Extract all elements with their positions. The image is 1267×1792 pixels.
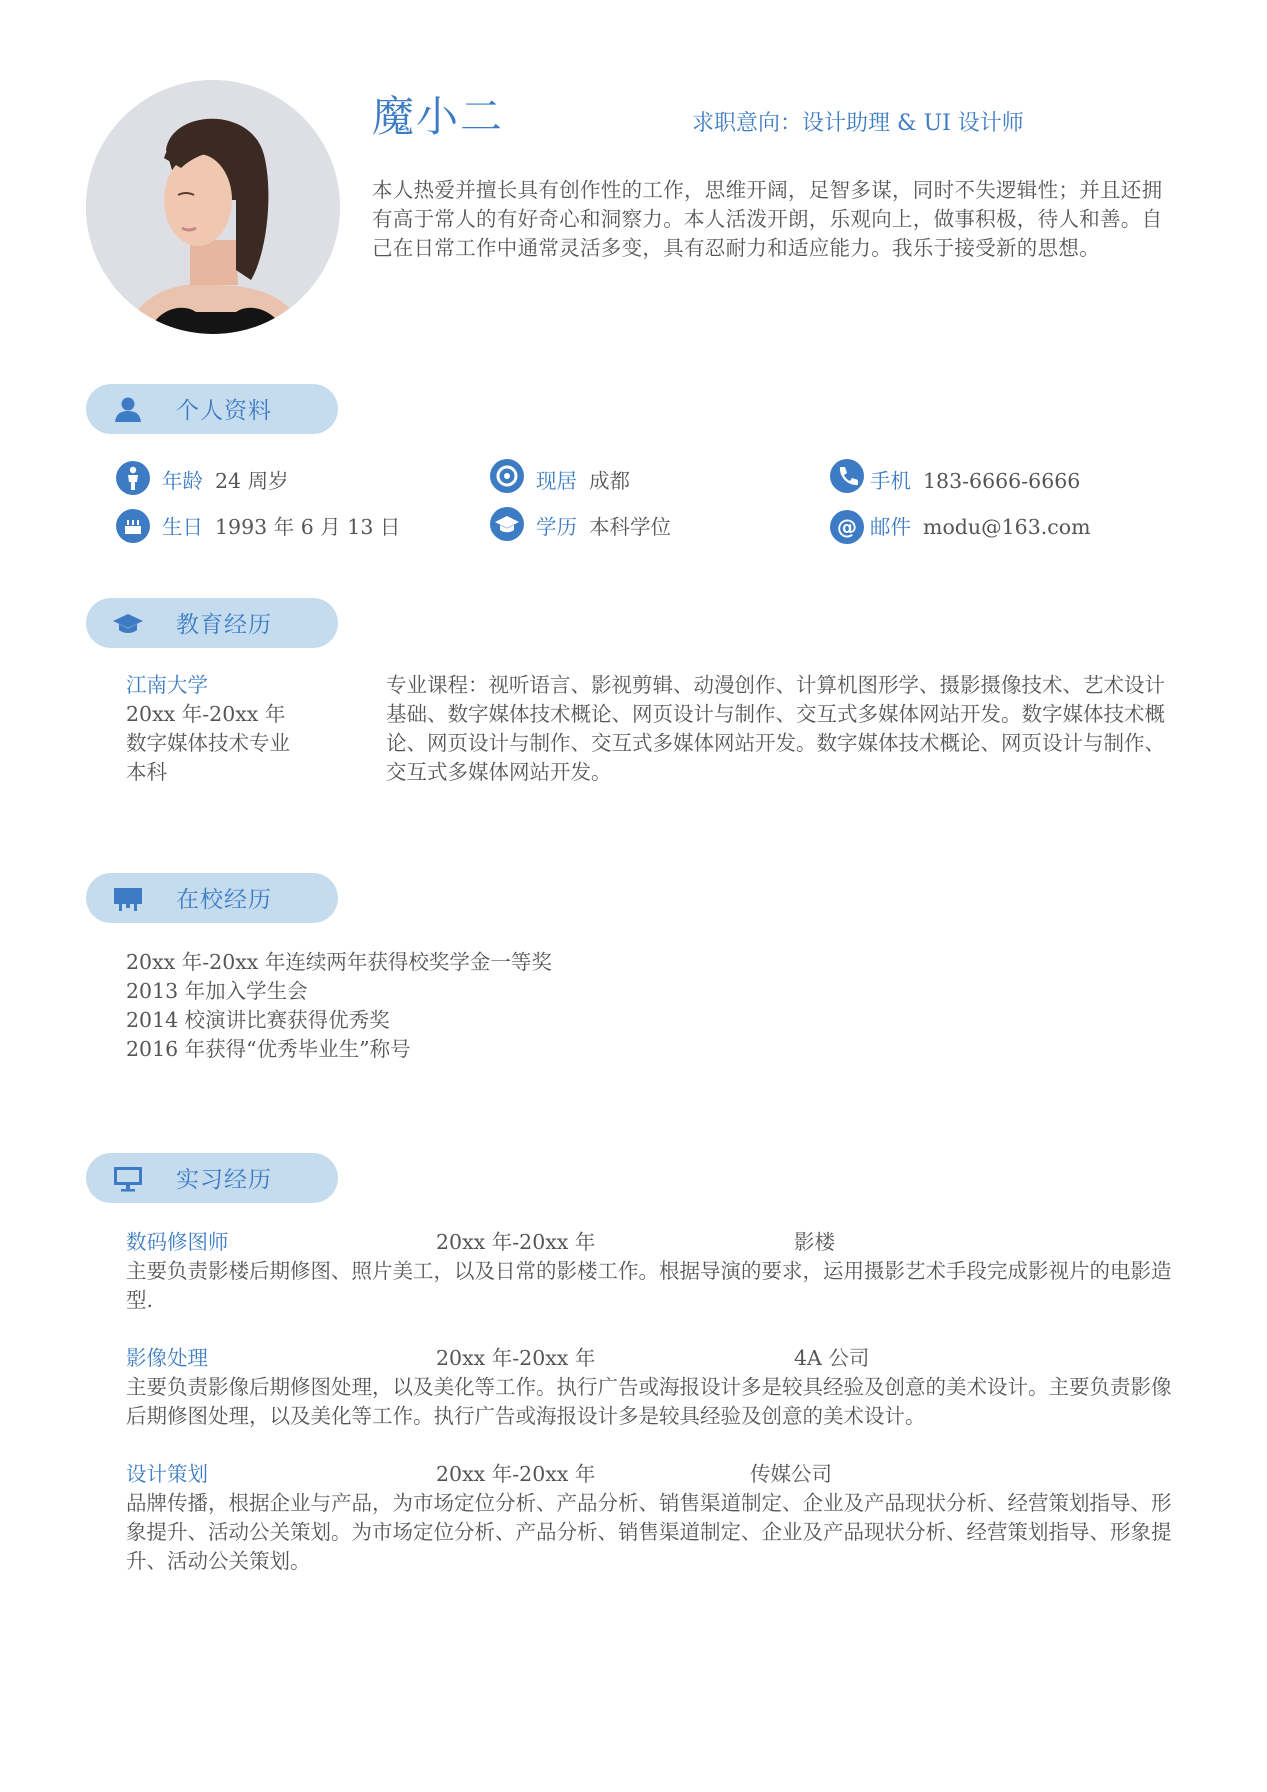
section-title: 实习经历 (176, 1167, 272, 1193)
job-description: 品牌传播，根据企业与产品，为市场定位分析、产品分析、销售渠道制定、企业及产品现状分析、经营策划指导、形象提升、活动公关策划。为市场定位分析、产品分析、销售渠道制定、企业及产品现状分析、经营策划指导、形象提升、活动公关策划。 (126, 1491, 1172, 1573)
phone-field (870, 464, 1080, 494)
education-courses: 专业课程：视听语言、影视剪辑、动漫创作、计算机图形学、摄影摄像技术、艺术设计基础、数字媒体技术概论、网页设计与制作、交互式多媒体网站开发。数字媒体技术概论、网页设计与制作、交互式多媒体网站开发。数字媒体技术概论、网页设计与制作、交互式多媒体网站开发。 (386, 673, 1165, 784)
section-header-education (86, 598, 338, 648)
location-icon (490, 459, 524, 493)
birth-field (162, 510, 400, 540)
age-value: 24 周岁 (215, 469, 289, 493)
degree-label: 学历 (536, 515, 577, 539)
birth-value: 1993 年 6 月 13 日 (215, 515, 401, 539)
age-label: 年龄 (162, 469, 203, 493)
education-summary (126, 671, 356, 787)
birthday-cake-icon (116, 509, 150, 543)
section-title: 个人资料 (176, 398, 272, 424)
job-title: 设计策划 (126, 1462, 208, 1486)
degree-value: 本科学位 (589, 515, 671, 539)
job-company: 影楼 (794, 1230, 835, 1254)
section-header-profile (86, 384, 338, 434)
job-years: 20xx 年-20xx 年 (436, 1462, 596, 1486)
candidate-name: 魔小二 (372, 92, 505, 141)
list-item: 20xx 年-20xx 年连续两年获得校奖学金一等奖 (126, 950, 552, 974)
section-title: 教育经历 (176, 612, 272, 638)
age-icon (116, 461, 150, 495)
birth-label: 生日 (162, 515, 203, 539)
email-label: 邮件 (870, 515, 911, 539)
city-label: 现居 (536, 469, 577, 493)
degree-field (536, 510, 671, 540)
phone-label: 手机 (870, 469, 911, 493)
list-item: 2014 校演讲比赛获得优秀奖 (126, 1008, 390, 1032)
email-icon (830, 510, 864, 544)
email-value: modu@163.com (923, 515, 1091, 539)
phone-value: 183-6666-6666 (923, 469, 1081, 493)
job-description: 主要负责影楼后期修图、照片美工，以及日常的影楼工作。根据导演的要求，运用摄影艺术手段完成影视片的电影造型. (126, 1259, 1172, 1312)
job-description: 主要负责影像后期修图处理，以及美化等工作。执行广告或海报设计多是较具经验及创意的美术设计。主要负责影像后期修图处理，以及美化等工作。执行广告或海报设计多是较具经验及创意的美术设计。 (126, 1375, 1172, 1428)
job-title: 数码修图师 (126, 1230, 229, 1254)
monitor-icon (112, 1162, 144, 1194)
age-field (162, 464, 289, 494)
list-item: 2013 年加入学生会 (126, 979, 308, 1003)
education-years: 20xx 年-20xx 年 (126, 702, 286, 726)
school-name: 江南大学 (126, 673, 208, 697)
svg-text:@: @ (837, 515, 857, 539)
list-item: 2016 年获得“优秀毕业生”称号 (126, 1037, 411, 1061)
campus-list (126, 948, 826, 1064)
section-header-internship (86, 1153, 338, 1203)
education-level: 本科 (126, 760, 167, 784)
city-value: 成都 (589, 469, 630, 493)
job-company: 4A 公司 (794, 1346, 870, 1370)
user-icon (112, 393, 144, 425)
section-header-campus (86, 873, 338, 923)
graduation-cap-icon (490, 507, 524, 541)
email-field (870, 510, 1091, 540)
self-summary: 本人热爱并擅长具有创作性的工作，思维开阔，足智多谋，同时不失逻辑性；并且还拥有高于常人的有好奇心和洞察力。本人活泼开朗，乐观向上，做事积极，待人和善。自己在日常工作中通常灵活多变，具有忍耐力和适应能力。我乐于接受新的思想。 (372, 178, 1163, 260)
avatar (86, 80, 340, 334)
phone-icon (830, 459, 864, 493)
presentation-board-icon (112, 882, 144, 914)
graduation-cap-icon (112, 607, 144, 639)
job-intent: 求职意向：设计助理 & UI 设计师 (692, 111, 1024, 136)
education-major: 数字媒体技术专业 (126, 731, 290, 755)
job-years: 20xx 年-20xx 年 (436, 1230, 596, 1254)
job-company: 传媒公司 (750, 1462, 832, 1486)
job-title: 影像处理 (126, 1346, 208, 1370)
city-field (536, 464, 630, 494)
section-title: 在校经历 (176, 887, 272, 913)
portrait-photo (86, 80, 340, 334)
job-years: 20xx 年-20xx 年 (436, 1346, 596, 1370)
